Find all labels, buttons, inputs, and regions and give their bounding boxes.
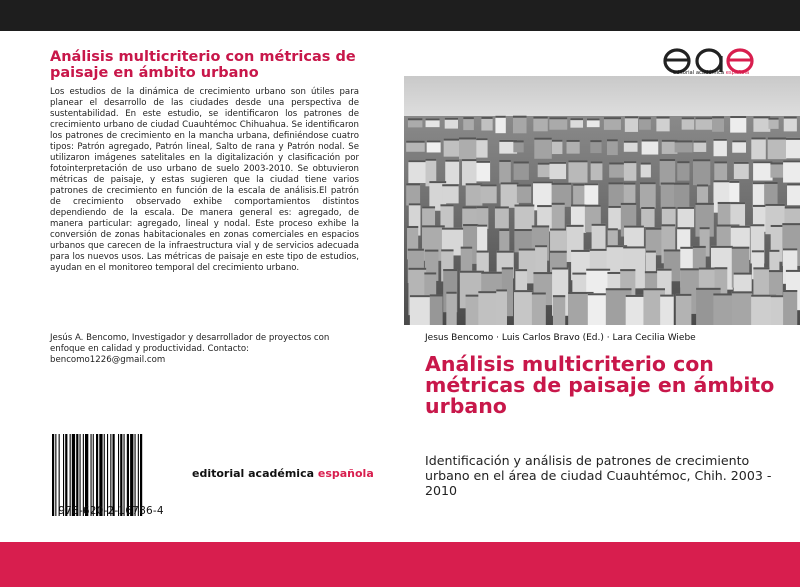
top-band: [0, 0, 800, 31]
back-cover-title: Análisis multicriterio con métricas de paisaje en ámbito urbano: [50, 49, 356, 81]
barcode: [50, 434, 170, 516]
bottom-band: [0, 542, 800, 587]
publisher-name: [192, 467, 374, 480]
author-bio: Jesús A. Bencomo, Investigador y desarrollador de proyectos con enfoque en calidad y productividad. Contacto: bencomo1226@gmail.com: [50, 333, 330, 365]
cover-title: Análisis multicriterio con métricas de paisaje en ámbito urbano: [425, 352, 775, 418]
logo-caption-main: editorial académica: [672, 70, 726, 76]
cover-authors: Jesus Bencomo · Luis Carlos Bravo (Ed.) · Lara Cecilia Wiebe: [425, 333, 696, 343]
cover-subtitle: Identificación y análisis de patrones de crecimiento urbano en el área de ciudad Cuauhtémoc, Chih. 2003 - 2010: [425, 453, 772, 498]
city-aerial-photo: [404, 76, 800, 325]
logo-caption-accent: española: [725, 70, 750, 76]
isbn-number: 978-620-2-16786-4: [58, 505, 164, 517]
back-cover-blurb: Los estudios de la dinámica de crecimiento urbano son útiles para planear el desarrollo de las ciudades desde una perspectiva de sustentabilidad. En este estudio, se identificaron los patrones de crecimiento urbano de ciudad Cuauhtémoc Chihuahua. Se identificaron los patrones de crecimiento en la mancha urbana, definiéndose cuatro tipos: Patrón agregado, Patrón lineal, Salto de rana y Patrón nodal. Se utilizaron imágenes satelitales en la digitalización y clasificación por fotointerpretación de uso urbano de suelo 2003-2010. Se obtuvieron métricas de paisaje, y estas sugieren que la ciudad tiene varios patrones de crecimiento en función de la escala de análisis.El patrón de crecimiento observado exhibe comportamientos distintos dependiendo de la escala. De manera general es: agregado, de manera particular: agregado, lineal y nodal. Este proceso exhibe la conversión de zonas habitacionales en zonas comerciales en espacios urbanos que carecen de la infraestructura vial y de servicios adecuada para los nuevos usos. Las métricas de paisaje en este tipo de estudios, ayudan en el monitoreo temporal del crecimiento urbano.: [50, 87, 359, 273]
publisher-name-main: editorial académica: [192, 467, 318, 480]
publisher-name-accent: española: [317, 467, 374, 480]
